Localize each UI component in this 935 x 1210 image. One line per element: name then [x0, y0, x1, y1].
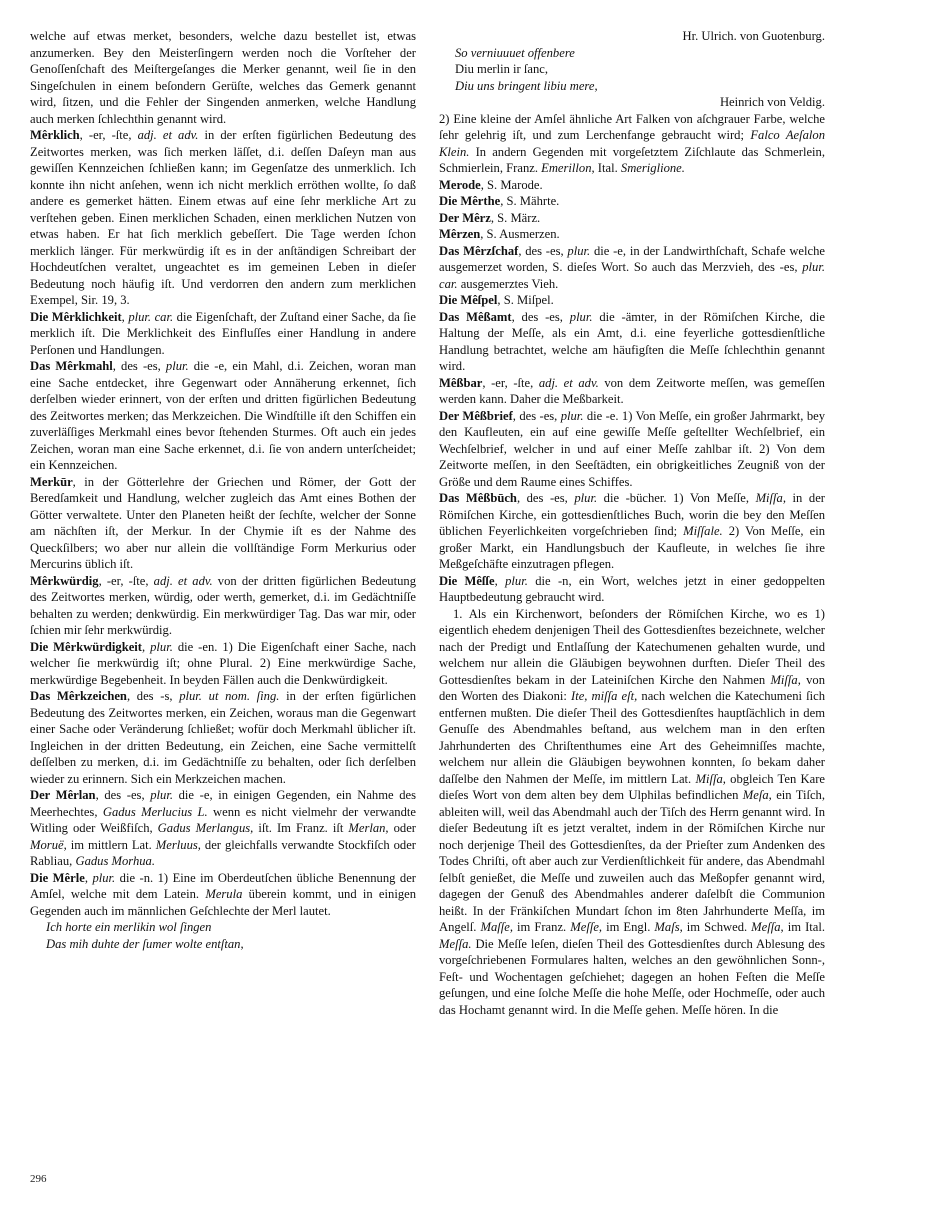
left-column — [30, 28, 416, 952]
entry-messbuch: Das Mêßbūch, des -es, plur. die -bücher. 1) Von Meſſe, Miſſa, in der Römiſchen Kirche, ein gottesdienſtliches Buch, worin die bey den Meſſen üblichen Feyerlichkeiten vorgeſchrieben ſind; Miſſale. 2) Von Meſſe, ein großer Markt, ein Handlungsbuch der Kaufleute, in welches ſie ihre Meßgeſchäfte einzutragen pflegen. — [439, 491, 825, 571]
entry-merode: Merode, S. Marode. — [439, 177, 543, 192]
entry-merkwuerdigkeit: Die Mêrkwürdigkeit, plur. die -en. 1) Die Eigenſchaft einer Sache, nach welcher ſie merkwürdig iſt; ohne Plural. 2) Eine merkwürdige Sache, merkwürdige Begebenheit. In beyden Fällen auch die Denkwürdigkeit. — [30, 639, 417, 687]
headword: Die Mêrklichkeit — [30, 309, 122, 324]
headword: Mêrzen — [439, 227, 481, 241]
headword: Die Mêſſe — [439, 573, 495, 588]
page-number: 296 — [30, 1173, 47, 1185]
headword: Die Mêrthe — [439, 194, 501, 208]
entry-merkzeichen: Das Mêrkzeichen, des -s, plur. ut nom. ſing. in der erſten figürlichen Bedeutung des Zeitwortes merken, ein Zeichen, woraus man die Gegenwart einer Sache oder Veränderung ſchließet; wofür doch Merkmahl üblicher iſt. Ingleichen in der dritten Bedeutung, ein Zeichen, eine Sache vermittelſt deſſelben zu merken, d.i. im Gedächtniſſe zu behalten, oder ſich derſelben wieder zu erinnern. Sich ein Merkzeichen machen. — [30, 689, 416, 786]
headword: Das Mêrzſchaf — [439, 243, 519, 258]
verse-line: Diu uns bringent libiu mere, — [455, 78, 598, 93]
entry-continuation: welche auf etwas merket, besonders, welche dazu bestellet ist, etwas anzumerken. Bey den Meisterſingern werden noch die Vorſteher der Genoſſenſchaft des Meiſtergeſanges die Merker genannt, weil ſie in den Singeſchulen in einem beſondern Gerüſte, welches das Gemerk genannt wird, ſitzen, und die Fehler der Singenden anmerken, welche Handlung auch merken ſchlechthin genannt wird. — [30, 29, 416, 126]
entry-merzen: Mêrzen, S. Ausmerzen. — [439, 227, 560, 241]
headword: Der Mêßbrief — [439, 408, 513, 423]
headword: Die Mêrle — [30, 870, 85, 885]
verse-line: So verniuuuet offenbere — [455, 45, 575, 60]
entry-merkmahl: Das Mêrkmahl, des -es, plur. die -e, ein Mahl, d.i. Zeichen, woran man eine Sache entdecket, ihre Gegenwart oder Annäherung erkennet, ſich derſelben wieder erinnert, von der erſten und dritten figürlichen Bedeutung des Zeitwortes merken; das Merkzeichen. Die Windſtille iſt den Schiffen ein zuverläſſiges Merkmahl eines bevor ſtehenden Sturmes. Oft auch ein jedes Zeichen, woran man eine Sache erkennet, d.i. ſie von andern unterſcheidet; ein Kennzeichen. — [30, 359, 416, 472]
entry-messe: Die Mêſſe, plur. die -n, ein Wort, welches jetzt in einer gedoppelten Hauptbedeutung gebraucht wird. — [439, 573, 826, 604]
entry-merkur: Merkūr, in der Götterlehre der Griechen und Römer, der Gott der Beredſamkeit und Handlung, welcher zugleich das Amt eines Bothen der Götter verwaltete. Unter den Planeten heißt der ſechſte, welcher der Sonne am nächſten iſt, der Merkur. In der Chymie iſt es der Nahme des Queckſilbers; wo aber nur allein die vollſtändige Form Merkurius oder Mercurins üblich iſt. — [30, 474, 416, 571]
entry-messe-sense-1: 1. Als ein Kirchenwort, beſonders der Römiſchen Kirche, wo es 1) eigentlich ehedem denjenigen Theil des Gottesdienſtes bezeichnete, welcher nach der Predigt und Entlaſſung der Katechumenen gehalten wurde, und welchem nur allein die Gläubigen beywohnen durften. Dieſer Theil des Gottesdienſtes bekam in der Lateiniſchen Kirche den Nahmen Miſſa, von den Worten des Diakoni: Ite, miſſa eſt, nach welchen die Katechumeni ſich entfernen mußten. Die dieſer Theil des Gottesdienſtes hauptſächlich in dem Genuſſe des Abendmahles beſtand, aus welchem man in den erſten Jahrhunderten des Chriſtenthumes eine Art des Geheimniſſes machte, welchem nur allein die Gläubigen beywohnen konnten, ſo bekam daher daſſelbe den Nahmen der Meſſe, im mittlern Lat. Miſſa, obgleich Ten Kare dieſes Wort von dem alten bey dem Ulphilas befindlichen Meſa, ein Tiſch, ableiten will, weil das Abendmahl auch der Tiſch des Herrn genannt wird. In dieſer Bedeutung iſt es jetzt veraltet, indem in der Römiſchen Kirche nur noch derjenige Theil des Gottesdienſtes, da der Prieſter zum Andenken des Todes Chriſti, oft aber auch zur Verdienſtlichkeit für andere, das Abendmahl ſelbſt genießet, die Meſſe und zuweilen auch das Meßopfer genannt wird, dagegen der Genuß des Abendmahles anderer daſelbſt die Communion heißt. In der Fränkiſchen Mundart ſchon im 8ten Jahrhunderte Meſſa, im Angelſ. Maſſe, im Franz. Meſſe, im Engl. Maſs, im Schwed. Meſſa, im Ital. Meſſa. Die Meſſe leſen, dieſen Theil des Gottesdienſtes durch Ablesung des vorgeſchriebenen Formulares halten, welches an den gewöhnlichen Sonn-, Feſt- und Wochentagen geſchiehet; dagegen an hohen Feſten die Meſſe geſungen, und eine ſolche Meſſe die hohe Meſſe, oder Hochmeſſe, oder auch das Hochamt genannt wird. In die Meſſe gehen. Meſſe hören. In die — [439, 606, 826, 1017]
headword: Merkūr — [30, 474, 73, 489]
verse-line: Ich horte ein merlikin wol ſingen — [46, 920, 212, 934]
entry-messamt: Das Mêßamt, des -es, plur. die -ämter, in der Römiſchen Kirche, die Haltung der Meſſe, als ein Amt, d.i. eine feyerliche gottesdienſtliche Handlung betrachtet, welche am häufigſten die Meſſe ſchlechthin genannt wird. — [439, 309, 825, 373]
headword: Merode — [439, 177, 481, 192]
entry-merkwuerdig: Mêrkwürdig, -er, -ſte, adj. et adv. von der dritten figürlichen Bedeutung des Zeitwortes merken, würdig, oder werth, gemerket, d.i. im Gedächtniſſe behalten zu werden; denkwürdig. Ein merkwürdiger Tag. Das war mir, oder ſchien mir ſehr merkwürdig. — [30, 573, 416, 637]
entry-merlan: Der Mêrlan, des -es, plur. die -e, in einigen Gegenden, ein Nahme des Meerhechtes, Gadus Merlucius L. wenn es nicht vielmehr der verwandte Witling oder Weißfiſch, Gadus Merlangus, iſt. Im Franz. iſt Merlan, oder Moruë, im mittlern Lat. Merluus, der gleichfalls verwandte Stockfiſch oder Rabliau, Gadus Morhua. — [30, 788, 417, 868]
headword: Das Mêßamt — [439, 309, 512, 324]
headword: Mêßbar — [439, 375, 483, 390]
entry-merklichkeit: Die Mêrklichkeit, plur. car. die Eigenſchaft, der Zuſtand einer Sache, da ſie merklich iſt. Die Merklichkeit des Einfluſſes einer Handlung in andere Perſonen und Handlungen. — [30, 309, 416, 357]
entry-messbar: Mêßbar, -er, -ſte, adj. et adv. von dem Zeitworte meſſen, was gemeſſen werden kann. Daher die Meßbarkeit. — [439, 375, 825, 406]
entry-mespel: Die Mêſpel, S. Miſpel. — [439, 293, 554, 307]
headword: Die Mêrkwürdigkeit — [30, 639, 142, 654]
headword: Der Mêrz — [439, 210, 491, 225]
verse-attribution: Hr. Ulrich. von Guotenburg. — [682, 29, 825, 43]
verse-line: Das mih duhte der ſumer wolte entſtan, — [46, 936, 244, 951]
entry-merle: Die Mêrle, plur. die -n. 1) Eine im Oberdeutſchen übliche Benennung der Amſel, welche mit dem Latein. Merula überein kommt, und in einigen Gegenden auch im männlichen Geſchlechte der Merl lautet. — [30, 870, 416, 918]
entry-merthe: Die Mêrthe, S. Mährte. — [439, 194, 560, 208]
headword: Das Mêrkmahl — [30, 359, 113, 373]
headword: Die Mêſpel — [439, 293, 498, 307]
entry-merle-continuation: 2) Eine kleine der Amſel ähnliche Art Falken von aſchgrauer Farbe, welche ſehr gelehrig iſt, und zum Lerchenfange gebraucht wird; Falco Aeſalon Klein. In andern Gegenden mit vorgeſetztem Ziſchlaute das Schmerlein, Schmierlein, Franz. Emerillon, Ital. Smeriglione. — [439, 111, 825, 175]
verse-line: Diu merlin ir ſanc, — [455, 62, 549, 76]
entry-messbrief: Der Mêßbrief, des -es, plur. die -e. 1) Von Meſſe, ein großer Jahrmarkt, bey den Kaufleuten, ein auf eine gewiſſe Meſſe geſtellter Wechſelbrief, ein Wechſelbrief, welcher in und auf einer Meſſe zahlbar iſt. 2) Von dem Zeitworte meſſen, in den Seeſtädten, ein obrigkeitliches Zeugniß von der Größe und dem Raume eines Schiffes. — [439, 408, 826, 489]
verse-attribution: Heinrich von Veldig. — [719, 95, 825, 109]
headword: Mêrklich — [30, 128, 80, 142]
headword: Der Mêrlan — [30, 788, 96, 802]
right-column — [439, 28, 825, 1018]
entry-merklich: Mêrklich, -er, -ſte, adj. et adv. in der erſten figürlichen Bedeutung des Zeitwortes merken, was ſich merken läſſet, d.i. deſſen Daſeyn man aus gewiſſen Kennzeichen ſchließen kann; im Gegenſatze des unmerklich. Ich konnte ihn nicht anſehen, wenn ich nicht merklich erröthen wollte, ſo daß andere es gemerket hätten. Einem etwas auf eine ſehr merkliche Art zu verſtehen geben. Einen merklichen Schaden, einen merklichen Nutzen von etwas haben. Er hat ſich merklich gebeſſert. Die Tage werden ſchon merklich länger. Für merkwürdig iſt es in der anſtändigen Schreibart der Hochdeutſchen veraltet, ungeachtet es im gemeinen Leben in dieſer Bedeutung noch häufig iſt. Und verdorren den andern zum merklichen Exempel, Sir. 19, 3. — [30, 128, 416, 307]
entry-merzschaf: Das Mêrzſchaf, des -es, plur. die -e, in der Landwirthſchaft, Schafe welche ausgemerzet worden, S. dieſes Wort. So auch das Merzvieh, des -es, plur. car. ausgemerztes Vieh. — [439, 243, 825, 291]
headword: Mêrkwürdig — [30, 573, 99, 588]
headword: Das Mêßbūch — [439, 491, 517, 505]
entry-merz: Der Mêrz, S. März. — [439, 210, 541, 225]
headword: Das Mêrkzeichen — [30, 689, 127, 703]
